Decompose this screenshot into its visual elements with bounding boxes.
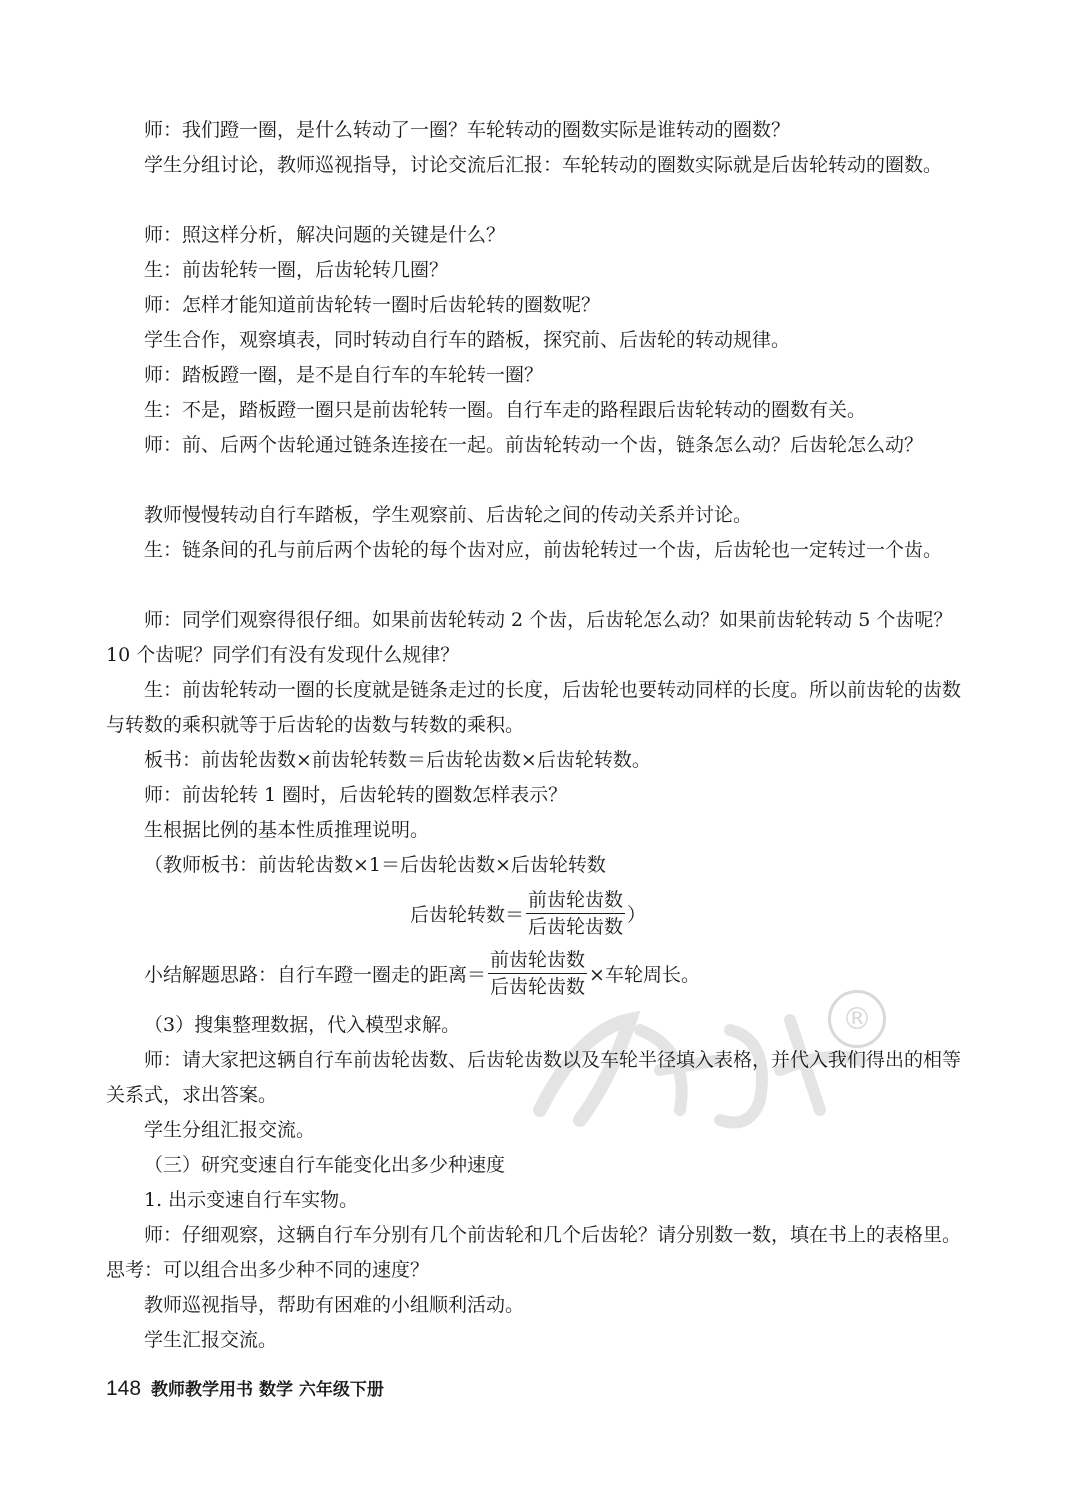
paragraph: 生：前齿轮转一圈，后齿轮转几圈？ [144,259,449,281]
paragraph: 师：照这样分析，解决问题的关键是什么？ [144,224,506,246]
paragraph: 生根据比例的基本性质推理说明。 [144,819,430,841]
formula-lhs: 小结解题思路：自行车蹬一圈走的距离＝ [144,964,487,986]
paragraph: 师：请大家把这辆自行车前齿轮齿数、后齿轮齿数以及车轮半径填入表格，并代入我们得出的相等关系式，求出答案。 [106,1049,962,1106]
paragraph: 师：仔细观察，这辆自行车分别有几个前齿轮和几个后齿轮？请分别数一数，填在书上的表格里。思考：可以组合出多少种不同的速度？ [106,1224,962,1281]
formula-lhs: 后齿轮转数＝ [410,904,525,926]
paragraph: 师：前、后两个齿轮通过链条连接在一起。前齿轮转动一个齿，链条怎么动？后齿轮怎么动？ [144,434,924,456]
list-item: 1. 出示变速自行车实物。 [144,1189,359,1211]
formula-rear-gear-turns [410,888,646,939]
publisher-watermark-logo [520,990,880,1140]
page-footer [106,1375,384,1401]
paragraph: 学生分组讨论，教师巡视指导，讨论交流后汇报：车轮转动的圈数实际就是后齿轮转动的圈数。 [144,154,943,176]
paragraph: 生：链条间的孔与前后两个齿轮的每个齿对应，前齿轮转过一个齿，后齿轮也一定转过一个齿。 [144,539,943,561]
paragraph: 师：同学们观察得很仔细。如果前齿轮转动 2 个齿，后齿轮怎么动？如果前齿轮转动 5 个齿呢？10 个齿呢？同学们有没有发现什么规律？ [106,609,953,666]
paragraph: （教师板书：前齿轮齿数×1＝后齿轮齿数×后齿轮转数 [144,854,606,876]
fraction-denominator: 后齿轮齿数 [490,976,586,998]
paragraph: 师：我们蹬一圈，是什么转动了一圈？车轮转动的圈数实际是谁转动的圈数？ [144,119,791,141]
paragraph: （3）搜集整理数据，代入模型求解。 [144,1014,461,1036]
fraction-numerator: 前齿轮齿数 [526,888,625,914]
paragraph: 师：前齿轮转 1 圈时，后齿轮转的圈数怎样表示？ [144,784,568,806]
paragraph: 教师巡视指导，帮助有困难的小组顺利活动。 [144,1294,525,1316]
paragraph: 师：踏板蹬一圈，是不是自行车的车轮转一圈？ [144,364,544,386]
paragraph: 学生合作，观察填表，同时转动自行车的踏板，探究前、后齿轮的转动规律。 [144,329,791,351]
paragraph: 生：前齿轮转动一圈的长度就是链条走过的长度，后齿轮也要转动同样的长度。所以前齿轮的齿数与转数的乘积就等于后齿轮的齿数与转数的乘积。 [106,679,962,736]
paragraph: 生：不是，踏板蹬一圈只是前齿轮转一圈。自行车走的路程跟后齿轮转动的圈数有关。 [144,399,867,421]
registered-mark-icon: ® [828,990,886,1048]
fraction-denominator: 后齿轮齿数 [528,916,624,938]
paragraph: 教师慢慢转动自行车踏板，学生观察前、后齿轮之间的传动关系并讨论。 [144,504,753,526]
paragraph: 板书：前齿轮齿数×前齿轮转数＝后齿轮齿数×后齿轮转数。 [144,749,651,771]
book-title: 教师教学用书 数学 六年级下册 [151,1380,384,1400]
fraction [526,888,625,939]
formula-tail: ×车轮周长。 [589,964,700,986]
paragraph: 学生分组汇报交流。 [144,1119,316,1141]
fraction-numerator: 前齿轮齿数 [488,948,587,974]
formula-tail: ） [627,904,647,926]
section-heading: （三）研究变速自行车能变化出多少种速度 [144,1154,506,1176]
paragraph: 学生汇报交流。 [144,1329,278,1351]
paragraph: 师：怎样才能知道前齿轮转一圈时后齿轮转的圈数呢？ [144,294,601,316]
page-number: 148 [106,1377,142,1400]
